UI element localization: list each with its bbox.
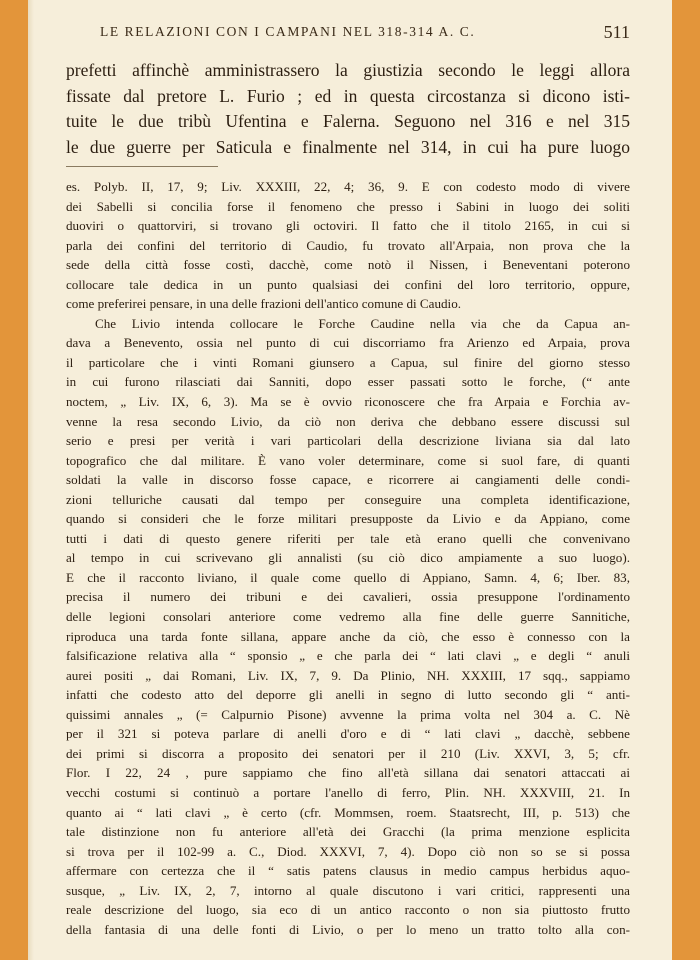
footnote-line: in cui furono rilasciati dai Sanniti, dopo esser passati sotto le forche, (“ ante	[66, 374, 630, 390]
footnote-line: noctem, „ Liv. IX, 6, 3). Ma se è ovvio riconoscere che fra Arpaia e Forchia av-	[66, 394, 630, 410]
page-header	[64, 22, 630, 44]
footnote-line: parla dei confini del territorio di Caudio, fu trovato all'Arpaia, non prova che la	[66, 237, 630, 253]
footnote-line: riproduca una tarda fonte sillana, appare anche da ciò, che esso è connesso con la	[66, 628, 630, 644]
footnote-line: delle legioni consolari anteriore come vedremo alla fine delle guerre Sannitiche,	[66, 609, 630, 625]
main-text-line: le due guerre per Saticula e finalmente nel 314, in cui ha pure luogo	[66, 136, 630, 157]
footnote-line: reale descrizione del luogo, sia eco di un antico racconto o non sia piuttosto frutto	[66, 902, 630, 918]
footnote-line: Flor. I 22, 24 , pure sappiamo che fino all'età sillana dai senatori attaccati ai	[66, 765, 630, 781]
footnote-line: affermare con certezza che il “ satis patens clausus in medio campus herbidus aquo-	[66, 863, 630, 879]
footnote-line: topografico che dal militare. È vano voler determinare, come si suol fare, di quanti	[66, 452, 630, 468]
footnote-line: dei Sabelli si concilia forse il fenomeno che presso i Sabini in luogo dei soliti	[66, 198, 630, 214]
footnote-line: il particolare che i vinti Romani giunsero a Capua, sul finire del giorno stesso	[66, 354, 630, 370]
footnote-line: zioni telluriche causati dal tempo per conseguire una completa identificazione,	[66, 491, 630, 507]
footnote-line: della fantasia di una delle fonti di Livio, o per lo meno un tratto tolto alla con-	[66, 921, 630, 937]
footnote-line: sede della città fosse costì, dacchè, come notò il Nissen, i Beneventani poterono	[66, 257, 630, 273]
footnote-line: collocare tale dedica in un punto qualsiasi dei confini del loro territorio, oppure,	[66, 276, 630, 292]
footnote-line: serio e presi per verità i vari particolari della descrizione liviana sia dal lato	[66, 433, 630, 449]
footnote-line: Che Livio intenda collocare le Forche Caudine nella via che da Capua an-	[95, 315, 630, 331]
footnote-line: infatti che codesto atto del deporre gli anelli in segno di lutto secondo gli “ anti-	[66, 687, 630, 703]
page-gutter-shadow	[28, 0, 34, 960]
footnote	[66, 177, 630, 939]
footnote-line: quanto ai “ lati clavi „ è certo (cfr. Mommsen, roem. Staatsrecht, III, p. 513) che	[66, 804, 630, 820]
footnote-line: aurei positi „ dai Romani, Liv. IX, 7, 9. Da Plinio, NH. XXXIII, 17 sqq., sappiamo	[66, 667, 630, 683]
footnote-line: quando si consideri che le forze militari presupposte da Livio e da Appiano, come	[66, 511, 630, 527]
footnote-line: quissimi annales „ (= Calpurnio Pisone) avvenne la prima volta nel 304 a. C. Nè	[66, 706, 630, 722]
page-number: 511	[603, 22, 630, 42]
footnote-line: al tempo in cui scrivevano gli annalisti (su ciò dico ampiamente a suo luogo).	[66, 550, 630, 566]
main-text	[66, 58, 630, 160]
main-text-line: tuite le due tribù Ufentina e Falerna. Seguono nel 316 e nel 315	[66, 111, 630, 131]
footnote-separator-rule	[66, 166, 218, 167]
footnote-line: soldati la valle in discorso fosse capace, e ricorrere ai cangiamenti delle condi-	[66, 472, 630, 488]
book-page	[28, 0, 672, 960]
footnote-line: falsificazione relativa alla “ sponsio „ e che parla dei “ lati clavi „ e degli “ anuli	[66, 648, 630, 664]
footnote-line: venne la resa secondo Livio, da ciò non deriva che debbano essere discussi sul	[66, 413, 630, 429]
footnote-line: E che il racconto liviano, il quale come quello di Appiano, Samn. 4, 6; Iber. 83,	[66, 569, 630, 585]
footnote-line: dei primi si discorra a proposito dei senatori per il 210 (Liv. XXVI, 3, 5; cfr.	[66, 745, 630, 761]
footnote-line: duoviri o quattorviri, si trovano gli octoviri. Il fatto che il titolo 2165, in cui si	[66, 218, 630, 234]
footnote-line: tutti i dati di questo genere riferiti per tale età erano quelli che convenivano	[66, 530, 630, 546]
footnote-line: es. Polyb. II, 17, 9; Liv. XXXIII, 22, 4; 36, 9. E con codesto modo di vivere	[66, 179, 630, 194]
main-text-line: fissate dal pretore L. Furio ; ed in questa circostanza si dicono isti-	[66, 85, 630, 106]
footnote-line: vecchi costumi si continuò a portare l'anello di ferro, Plin. NH. XXXVIII, 21. In	[66, 784, 630, 800]
footnote-line: tale distinzione non fu anteriore all'età dei Gracchi (la prima menzione esplicita	[66, 824, 630, 840]
footnote-line: susque, „ Liv. IX, 2, 7, intorno al quale discutono i vari critici, rappresenti una	[66, 882, 630, 898]
footnote-line: per il 321 si poteva parlare di anelli d'oro e di “ lati clavi „ dacchè, sebbene	[66, 726, 630, 742]
footnote-line: come preferirei pensare, in una delle frazioni dell'antico comune di Caudio.	[66, 296, 462, 312]
footnote-line: si trova per il 102-99 a. C., Diod. XXXVI, 7, 4). Dopo ciò non so se si possa	[66, 843, 630, 859]
footnote-line: dava a Benevento, ossia nel punto di cui discorriamo fra Arienzo ed Arpaia, prova	[66, 335, 630, 351]
footnote-line: precisa il numero dei tribuni e dei cavalieri, ossia presuppone l'ordinamento	[66, 589, 630, 605]
running-head: LE RELAZIONI CON I CAMPANI NEL 318-314 A. C.	[100, 24, 476, 39]
main-text-line: prefetti affinchè amministrassero la giustizia secondo le leggi allora	[66, 60, 630, 80]
